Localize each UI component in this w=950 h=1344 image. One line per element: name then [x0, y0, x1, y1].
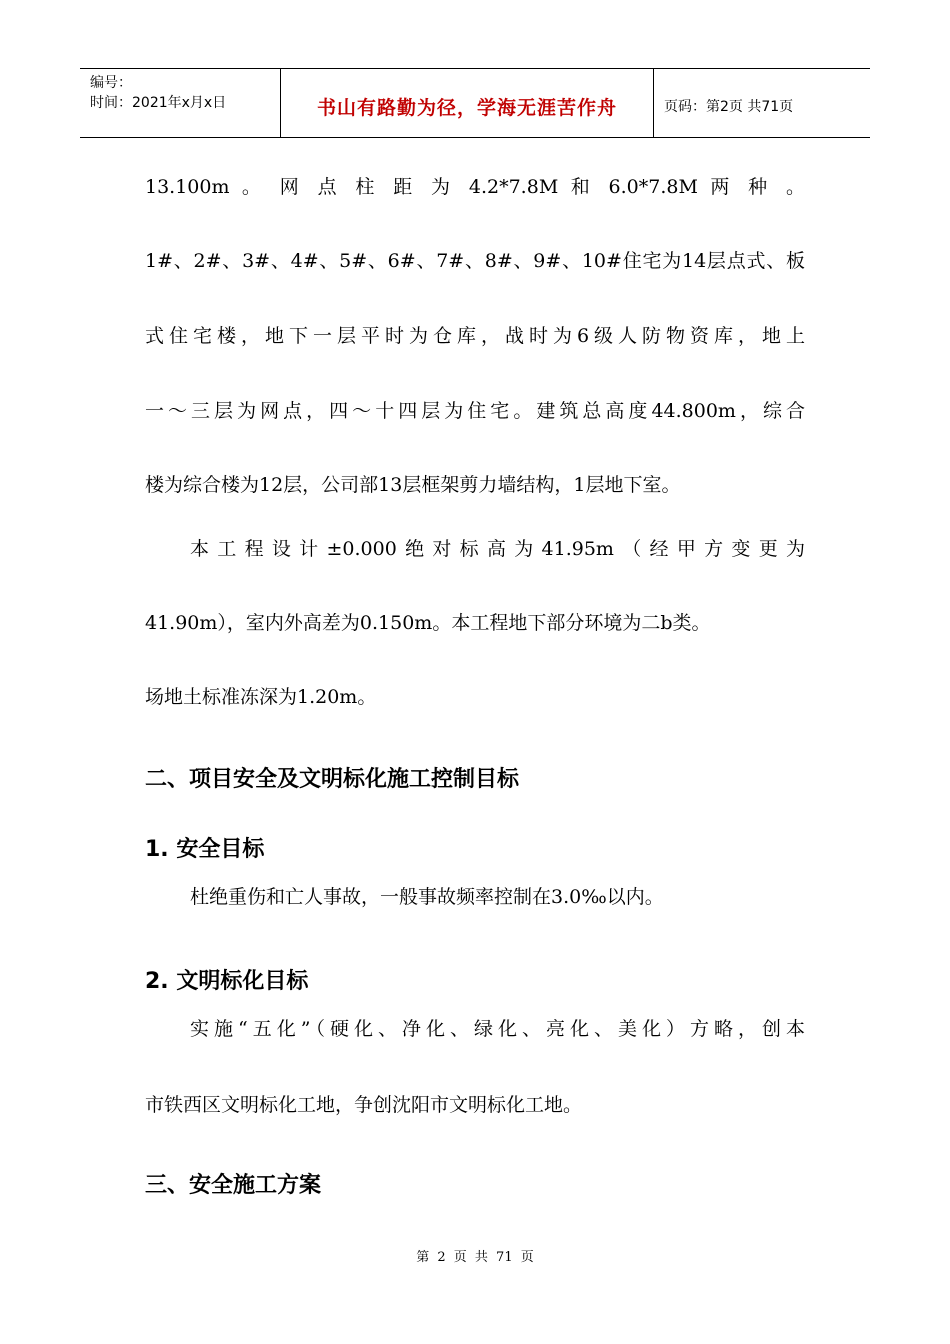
header-motto: 书山有路勤为径，学海无涯苦作舟 [281, 69, 654, 137]
section-2-heading: 二、项目安全及文明标化施工控制目标 [145, 767, 520, 792]
header-page-info: 页码：第2页 共71页 [664, 99, 794, 115]
document-time-label: 时间：2021年x月x日 [90, 95, 227, 111]
subsection-2-heading: 2. 文明标化目标 [145, 969, 309, 994]
body-line-5: 楼为综合楼为12层，公司部13层框架剪力墙结构，1层地下室。 [145, 474, 681, 496]
subsection-2-line-1: 实施“五化”（硬化、净化、绿化、亮化、美化）方略，创本 [190, 1018, 805, 1040]
section-3-heading: 三、安全施工方案 [145, 1173, 322, 1198]
subsection-1-heading: 1. 安全目标 [145, 837, 265, 862]
page-footer: 第 2 页 共 71 页 [416, 1250, 534, 1265]
subsection-1-text: 杜绝重伤和亡人事故，一般事故频率控制在3.0‰以内。 [190, 886, 664, 908]
body-line-2: 1#、2#、3#、4#、5#、6#、7#、8#、9#、10#住宅为14层点式、板 [145, 250, 805, 272]
body-line-8: 场地土标准冻深为1.20m。 [145, 686, 377, 708]
header-meta [80, 69, 281, 137]
body-line-1: 13.100m 。 网 点 柱 距 为 4.2*7.8M 和 6.0*7.8M 两 种 。 [145, 176, 805, 198]
page-header [80, 68, 870, 138]
body-line-3: 式住宅楼，地下一层平时为仓库，战时为6级人防物资库，地上 [145, 325, 805, 347]
body-line-7: 41.90m），室内外高差为0.150m。本工程地下部分环境为二b类。 [145, 612, 711, 634]
subsection-2-line-2: 市铁西区文明标化工地，争创沈阳市文明标化工地。 [145, 1094, 583, 1116]
body-line-4: 一～三层为网点，四～十四层为住宅。建筑总高度44.800m，综合 [145, 400, 805, 422]
body-line-6: 本工程设计±0.000绝对标高为41.95m（经甲方变更为 [190, 538, 805, 560]
document-number-label: 编号： [90, 75, 132, 91]
